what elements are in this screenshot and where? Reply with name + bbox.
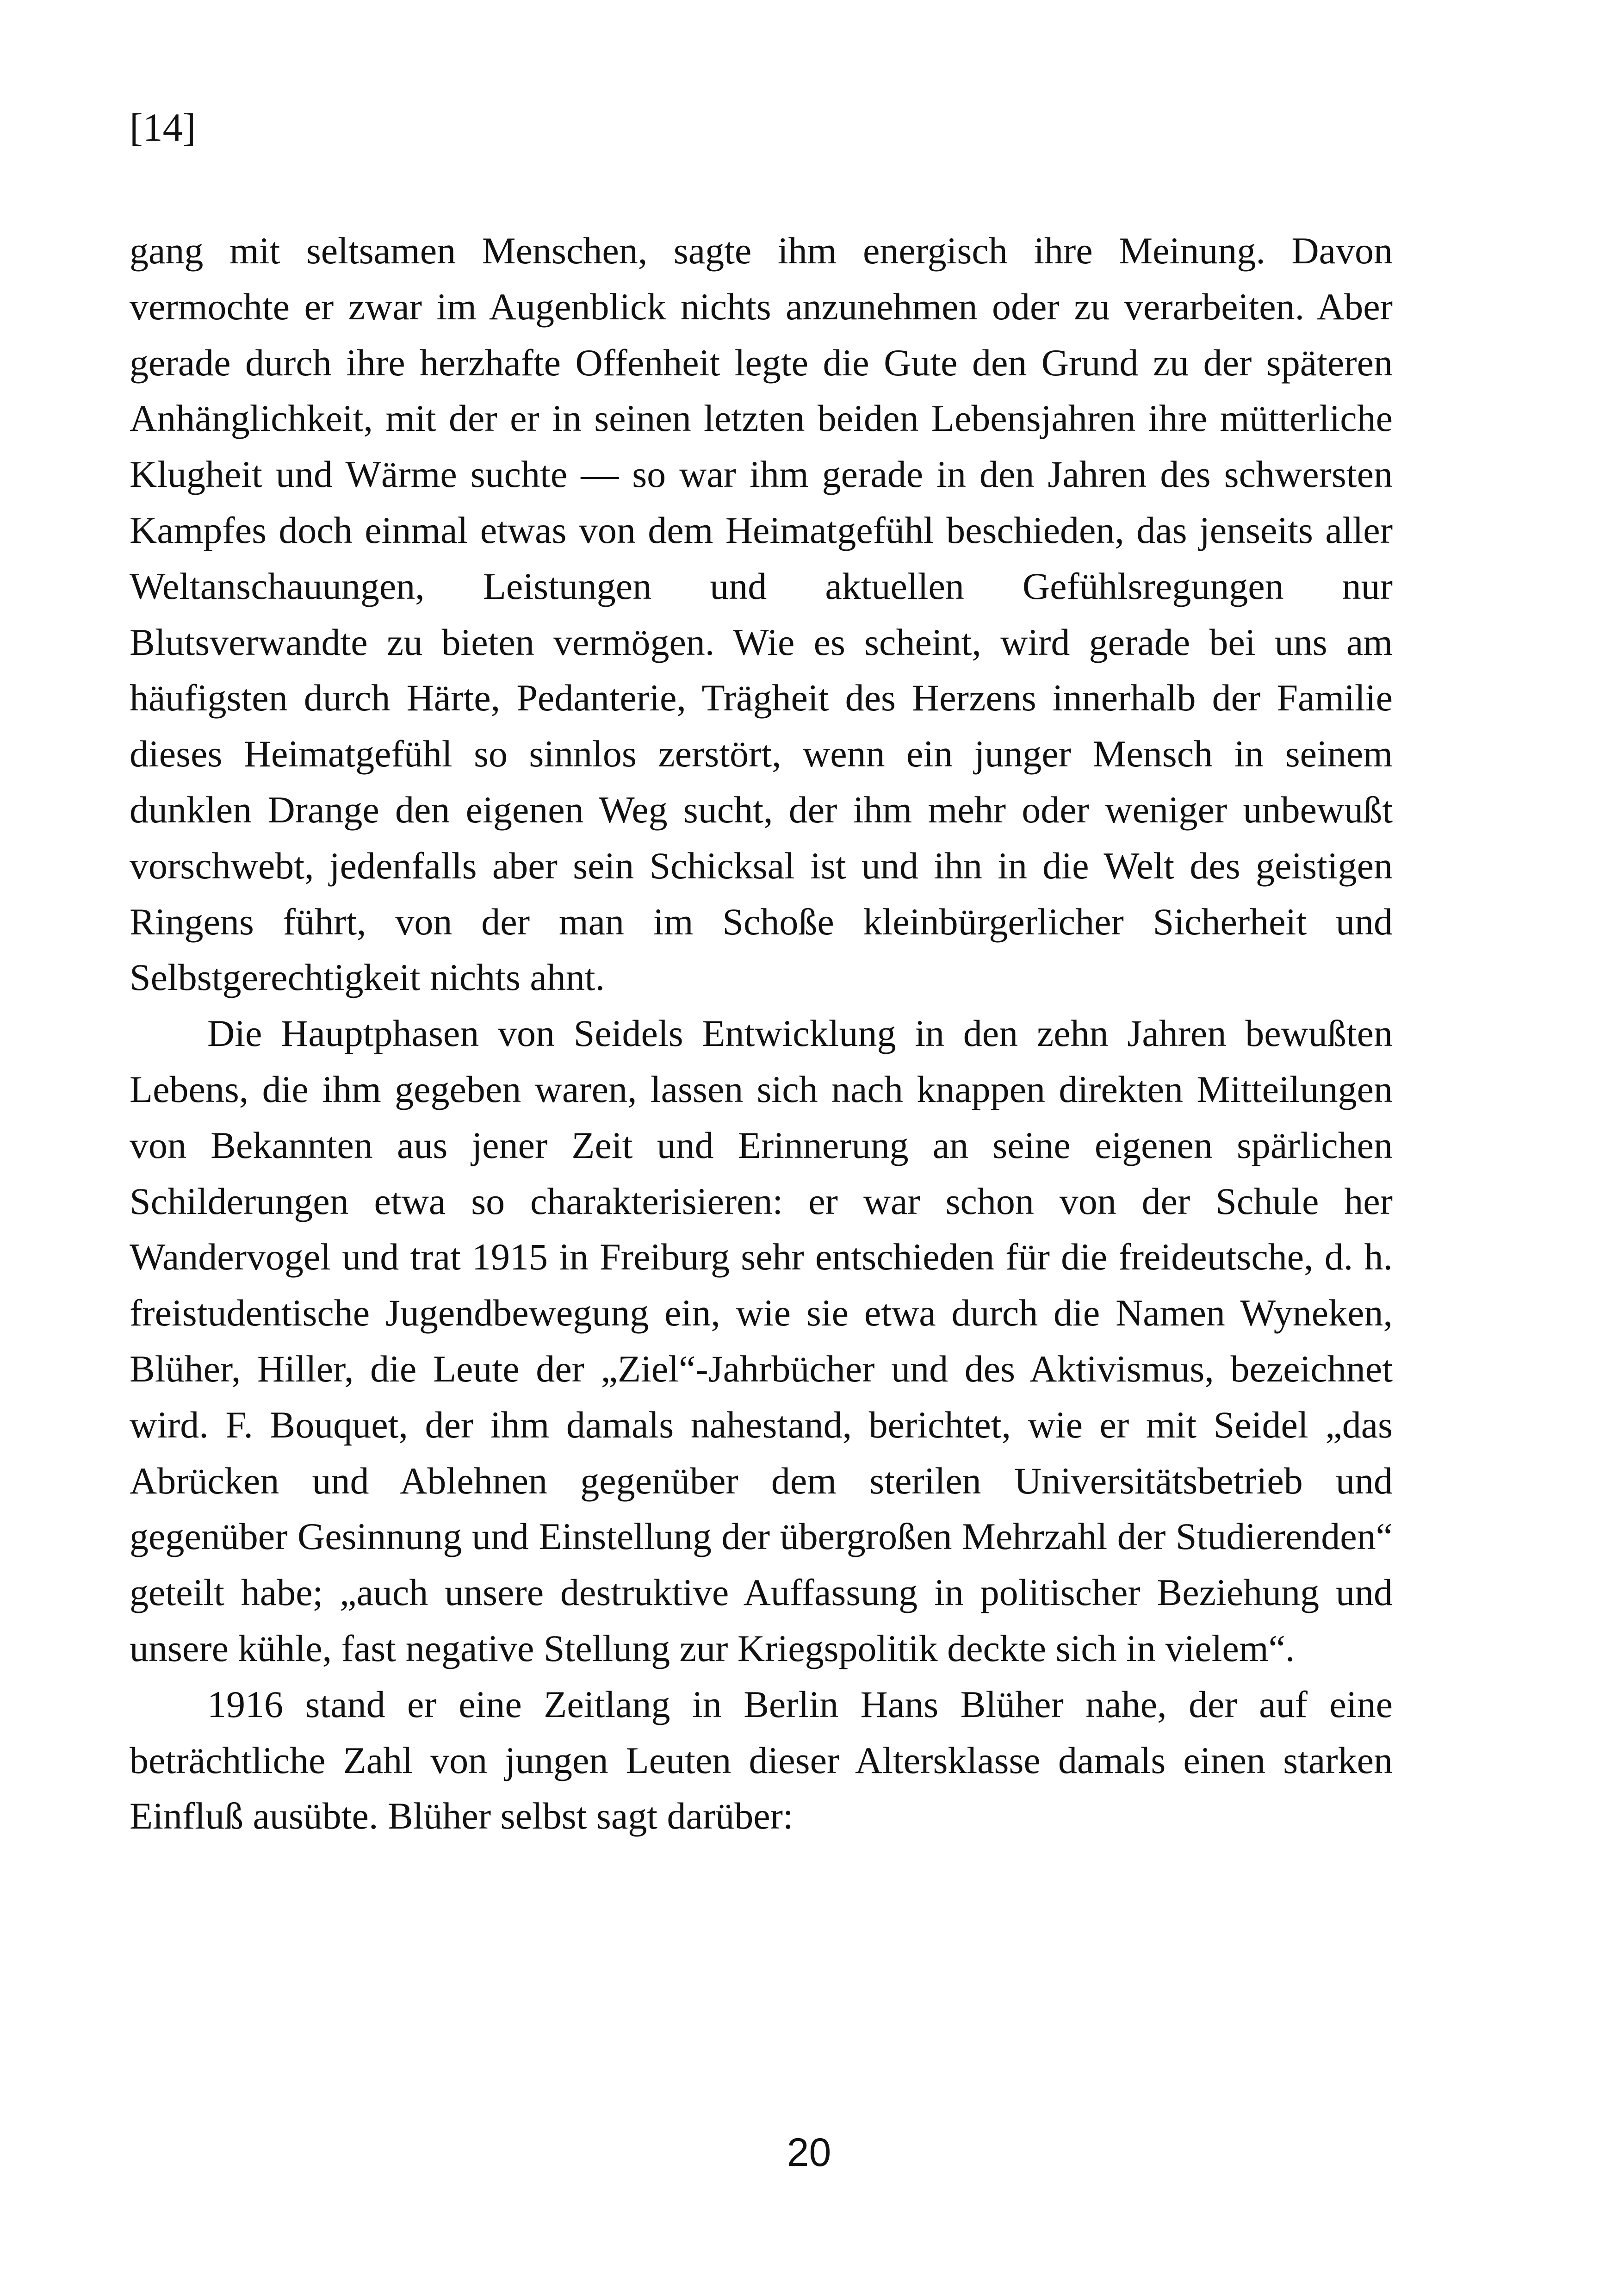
paragraph: Die Hauptphasen von Seidels Entwicklung in den zehn Jahren bewußten Lebens, die ihm gegeben waren, lassen sich nach knappen direkten Mitteilungen von Bekannten aus jener Zeit und Erinnerung an seine eigenen spärlichen Schilderungen etwa so charakterisieren: er war schon von der Schule her Wandervogel und trat 1915 in Freiburg sehr entschieden für die freideutsche, d. h. freistudentische Jugendbewegung ein, wie sie etwa durch die Namen Wyneken, Blüher, Hiller, die Leute der „Ziel“-Jahrbücher und des Aktivismus, bezeichnet wird. F. Bouquet, der ihm damals nahestand, berichtet, wie er mit Seidel „das Abrücken und Ablehnen gegenüber dem sterilen Universitätsbetrieb und gegenüber Gesinnung und Einstellung der übergroßen Mehrzahl der Studierenden“ geteilt habe; „auch unsere destruktive Auffassung in politischer Beziehung und unsere kühle, fast negative Stellung zur Kriegspolitik deckte sich in vielem“.: [130, 1012, 1393, 1669]
page-marker: [14]: [130, 105, 196, 149]
page-number: 20: [787, 2130, 831, 2175]
paragraph: gang mit seltsamen Menschen, sagte ihm energisch ihre Meinung. Davon vermochte er zwar im Augenblick nichts anzunehmen oder zu verarbeiten. Aber gerade durch ihre herzhafte Offenheit legte die Gute den Grund zu der späteren Anhänglichkeit, mit der er in seinen letzten beiden Lebensjahren ihre mütterliche Klugheit und Wärme suchte — so war ihm gerade in den Jahren des schwersten Kampfes doch einmal etwas von dem Heimatgefühl beschieden, das jenseits aller Weltanschauungen, Leistungen und aktuellen Gefühlsregungen nur Blutsverwandte zu bieten vermögen. Wie es scheint, wird gerade bei uns am häufigsten durch Härte, Pedanterie, Trägheit des Herzens innerhalb der Familie dieses Heimatgefühl so sinnlos zerstört, wenn ein junger Mensch in seinem dunklen Drange den eigenen Weg sucht, der ihm mehr oder weniger unbewußt vorschwebt, jedenfalls aber sein Schicksal ist und ihn in die Welt des geistigen Ringens führt, von der man im Schoße kleinbürgerlicher Sicherheit und Selbstgerechtigkeit nichts ahnt.: [130, 230, 1393, 999]
body-text: [130, 223, 1393, 1844]
paragraph: 1916 stand er eine Zeitlang in Berlin Hans Blüher nahe, der auf eine beträchtliche Zahl von jungen Leuten dieser Altersklasse damals einen starken Einfluß ausübte. Blüher selbst sagt darüber:: [130, 1683, 1393, 1837]
